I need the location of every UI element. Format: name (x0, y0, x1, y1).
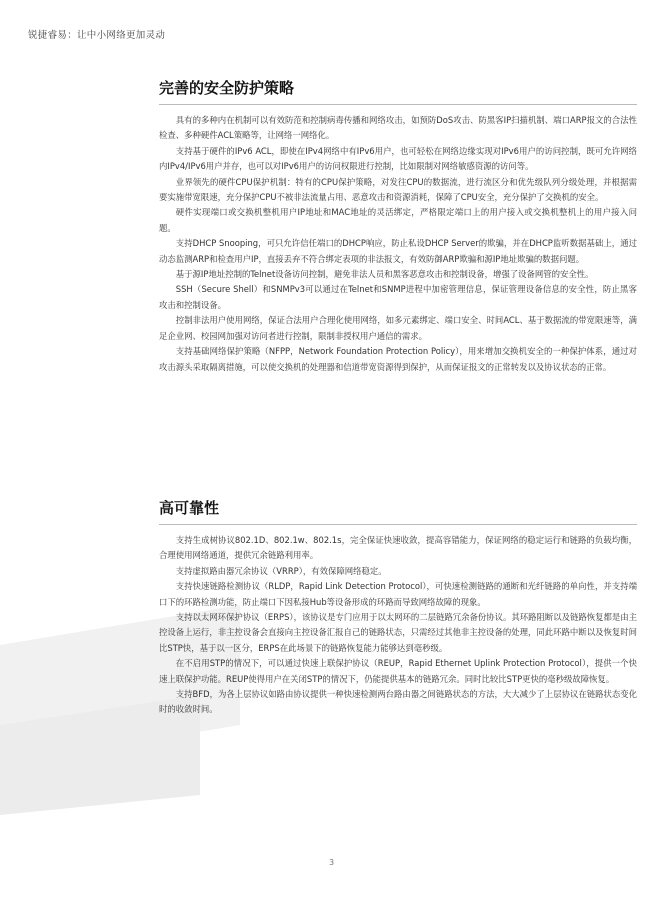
section-security (159, 78, 637, 375)
paragraph: 支持生成树协议802.1D、802.1w、802.1s，完全保证快速收敛，提高容错能力，保证网络的稳定运行和链路的负载均衡，合理使用网络通道，提供冗余链路利用率。 (159, 535, 637, 561)
paragraph: 支持BFD，为各上层协议如路由协议提供一种快速检测两台路由器之间链路状态的方法，大大减少了上层协议在链路状态变化时的收敛时间。 (159, 689, 637, 715)
paragraph: 支持基于硬件的IPv6 ACL，即使在IPv4网络中有IPv6用户，也可轻松在网络边缘实现对IPv6用户的访问控制，既可允许网络内IPv4/IPv6用户并存，也可以对IPv6用户的访问权限进行控制，比如限制对网络敏感资源的访问等。 (159, 145, 637, 172)
paragraph: SSH（Secure Shell）和SNMPv3可以通过在Telnet和SNMP进程中加密管理信息，保证管理设备信息的安全性，防止黑客攻击和控制设备。 (159, 284, 637, 310)
page-number: 3 (328, 858, 335, 867)
paragraph: 支持DHCP Snooping，可只允许信任端口的DHCP响应，防止私设DHCP Server的欺骗，并在DHCP监听数据基础上，通过动态监测ARP和检查用户IP，直接丢弃不符合绑定表项的非法报文，有效防御ARP欺骗和源IP地址欺骗的数据问题。 (159, 238, 637, 264)
paragraph: 在不启用STP的情况下，可以通过快速上联保护协议（REUP，Rapid Ethernet Uplink Protection Protocol），提供一个快速上联保护功能。REUP使得用户在关闭STP的情况下，仍能提供基本的链路冗余。同时比较比STP更快的毫秒级故障恢复。 (159, 658, 637, 684)
paragraph: 支持基础网络保护策略（NFPP，Network Foundation Protection Policy），用来增加交换机安全的一种保护体系，通过对攻击源头采取隔离措施，可以使交换机的处理器和信道带宽资源得到保护，从而保证报文的正常转发以及协议状态的正常。 (159, 346, 637, 372)
paragraph: 业界领先的硬件CPU保护机制：特有的CPU保护策略，对发往CPU的数据流，进行流区分和优先级队列分级处理，并根据需要实施带宽限速，充分保护CPU不被非法流量占用、恶意攻击和资源消耗，保障了CPU安全，充分保护了交换机的安全。 (159, 176, 637, 203)
section-body-reliability (159, 525, 637, 718)
paragraph: 支持快速链路检测协议（RLDP，Rapid Link Detection Protocol），可快速检测链路的通断和光纤链路的单向性，并支持端口下的环路检测功能，防止端口下因私接Hub等设备形成的环路而导致网络故障的现象。 (159, 581, 637, 607)
running-header: 锐捷睿易：让中小网络更加灵动 (28, 30, 166, 41)
paragraph: 支持以太网环保护协议（ERPS），该协议是专门应用于以太网环的二层链路冗余备份协议。其环路阻断以及链路恢复都是由主控设备上运行，非主控设备会直接向主控设备汇报自己的链路状态，只需经过其他非主控设备的处理，同此环路中断以及恢复时间比STP快，基于以一区分，ERPS在此场景下的链路恢复能力能够达到毫秒级。 (159, 612, 637, 653)
paragraph: 基于源IP地址控制的Telnet设备访问控制，避免非法人员和黑客恶意攻击和控制设备，增强了设备网管的安全性。 (175, 269, 594, 280)
paragraph: 具有的多种内在机制可以有效防范和控制病毒传播和网络攻击，如预防DoS攻击、防黑客IP扫描机制、端口ARP报文的合法性检查、多种硬件ACL策略等，让网络一网络化。 (159, 115, 637, 141)
paragraph: 控制非法用户使用网络，保证合法用户合理化使用网络，如多元素绑定、端口安全、时间ACL、基于数据流的带宽限速等，满足企业网、校园网加强对访问者进行控制，限制非授权用户通信的需求。 (159, 315, 637, 341)
section-title-reliability: 高可靠性 (159, 498, 637, 525)
section-reliability (159, 498, 637, 718)
section-title-security: 完善的安全防护策略 (159, 78, 637, 105)
section-body-security (159, 105, 637, 375)
paragraph: 硬件实现端口或交换机整机用户IP地址和MAC地址的灵活绑定，严格限定端口上的用户接入或交换机整机上的用户接入问题。 (159, 207, 637, 233)
paragraph: 支持虚拟路由器冗余协议（VRRP），有效保障网络稳定。 (175, 565, 387, 576)
